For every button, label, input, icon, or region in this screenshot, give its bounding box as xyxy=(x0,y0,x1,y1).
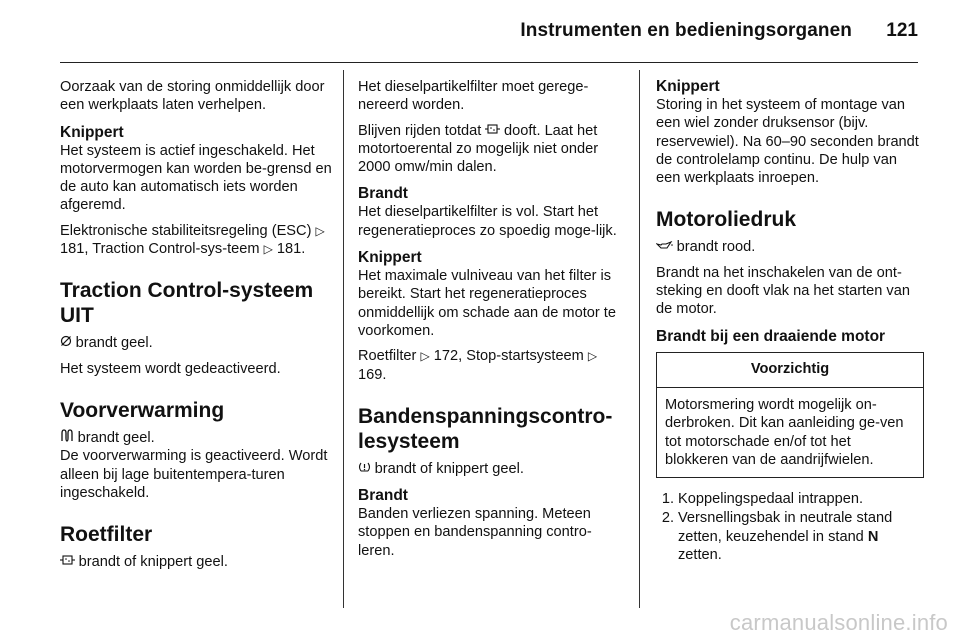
tpms-heading: Bandenspanningscontro-lesysteem xyxy=(358,404,613,453)
tc-off-heading: Traction Control-systeem UIT xyxy=(60,279,314,328)
preheat-indicator xyxy=(60,429,336,447)
knippert-heading: Knippert xyxy=(656,78,720,95)
tpms-indicator xyxy=(358,460,626,478)
running-heading: Brandt bij een draaiende motor xyxy=(656,327,886,345)
esc-text: Elektronische stabiliteitsregeling (ESC) xyxy=(60,222,312,239)
ref-roetfilter: Roetfilter xyxy=(358,348,417,365)
arrow-xref-icon: ▷ xyxy=(315,223,325,238)
ref-startstop-page: 169. xyxy=(358,366,387,383)
caution-text: Motorsmering wordt mogelijk on-derbroken. Dit kan aanleiding ge-ven tot motorschade en/of tot het blokkeren van de aandrijfwielen. xyxy=(665,396,904,468)
esc-reference xyxy=(60,222,336,259)
particle-filter-icon xyxy=(485,123,504,138)
chapter-title: Instrumenten en bedieningsorganen xyxy=(520,20,852,41)
page-header xyxy=(60,0,918,63)
knippert-text: Het systeem is actief ingeschakeld. Het motorvermogen kan worden be-grensd en de auto kan automatisch iets worden afgeremd. xyxy=(60,142,332,214)
keep-driving-a: Blijven rijden totdat xyxy=(358,122,482,139)
gear-position: N xyxy=(867,528,879,545)
list-item xyxy=(656,490,924,508)
column-2 xyxy=(358,78,626,567)
caution-title: Voorzichtig xyxy=(657,353,923,388)
intro-text: Oorzaak van de storing onmiddellijk door een werkplaats laten verhelpen. xyxy=(60,79,325,114)
regen-text: Het dieselpartikelfilter moet gerege-nereerd worden. xyxy=(358,79,589,114)
preheat-heading: Voorverwarming xyxy=(60,398,225,422)
particle-filter-icon xyxy=(60,554,79,569)
ref-roetfilter-page: 172 xyxy=(433,348,459,365)
step-text: Versnellingsbak in neutrale stand zetten, keuzehendel in stand xyxy=(678,510,893,545)
filter-status: brandt of knippert geel. xyxy=(78,554,228,571)
arrow-xref-icon: ▷ xyxy=(420,349,430,364)
column-divider xyxy=(343,70,344,608)
step-tail: zetten. xyxy=(678,547,722,564)
esc-page: 181 xyxy=(60,241,85,258)
preheat-desc: De voorverwarming is geactiveerd. Wordt alleen bij lage buitentempera-turen ingeschakeld. xyxy=(60,448,328,501)
oil-heading: Motoroliedruk xyxy=(656,208,796,232)
knippert-text: Het maximale vulniveau van het filter is bereikt. Start het regeneratieproces onmiddellijk om schade aan de motor te voorkomen. xyxy=(358,268,616,339)
oil-status: brandt rood. xyxy=(676,239,756,256)
column-1 xyxy=(60,78,336,578)
column-divider xyxy=(639,70,640,608)
preheat-coil-icon xyxy=(60,430,78,445)
tpms-brandt-heading: Brandt xyxy=(358,487,408,505)
step-number: 2. xyxy=(661,510,674,527)
list-item xyxy=(656,509,924,564)
knippert-heading: Knippert xyxy=(358,249,422,267)
ref-startstop: , Stop-startsysteem xyxy=(458,348,584,365)
filter-references xyxy=(358,347,626,384)
knippert-heading: Knippert xyxy=(60,123,124,141)
arrow-xref-icon: ▷ xyxy=(587,349,598,364)
keep-driving-b: dooft. Laat het motortoerental zo mogelijk niet onder 2000 omw/min dalen. xyxy=(358,122,599,176)
tpms-brandt-text: Banden verliezen spanning. Meteen stoppen en bandenspanning contro-leren. xyxy=(358,506,592,559)
oil-desc: Brandt na het inschakelen van de ont-steking en dooft vlak na het starten van de motor. xyxy=(656,264,910,318)
oil-can-icon xyxy=(656,239,677,254)
tc-off-status: brandt geel. xyxy=(75,335,153,352)
tc-text: , Traction Control-sys-teem xyxy=(84,241,260,258)
filter-indicator xyxy=(60,553,336,571)
tc-page: 181. xyxy=(276,241,306,258)
brandt-heading: Brandt xyxy=(358,185,408,203)
brandt-text: Het dieselpartikelfilter is vol. Start het regeneratieproces zo spoedig moge-lijk. xyxy=(358,204,617,239)
page-number: 121 xyxy=(886,20,918,41)
tc-off-indicator xyxy=(60,334,336,352)
tire-pressure-icon xyxy=(358,461,375,476)
knippert-text: Storing in het systeem of montage van een wiel zonder druksensor (bijv. reservewiel). Na 60–90 seconden brandt de controlelamp continu. De hulp van een werkplaats inroepen. xyxy=(656,97,919,187)
column-3 xyxy=(656,78,924,565)
keep-driving-text xyxy=(358,122,626,177)
steps-list xyxy=(656,490,924,564)
arrow-xref-icon: ▷ xyxy=(263,242,273,257)
oil-indicator xyxy=(656,238,924,256)
traction-off-icon xyxy=(60,335,76,350)
step-text: Koppelingspedaal intrappen. xyxy=(678,491,864,508)
filter-heading: Roetfilter xyxy=(60,523,153,547)
tpms-status: brandt of knippert geel. xyxy=(374,460,524,477)
step-number: 1. xyxy=(661,491,674,508)
watermark: carmanualsonline.info xyxy=(729,610,948,635)
tc-off-desc: Het systeem wordt gedeactiveerd. xyxy=(60,360,281,377)
preheat-status: brandt geel. xyxy=(77,429,155,446)
caution-box xyxy=(656,352,924,478)
